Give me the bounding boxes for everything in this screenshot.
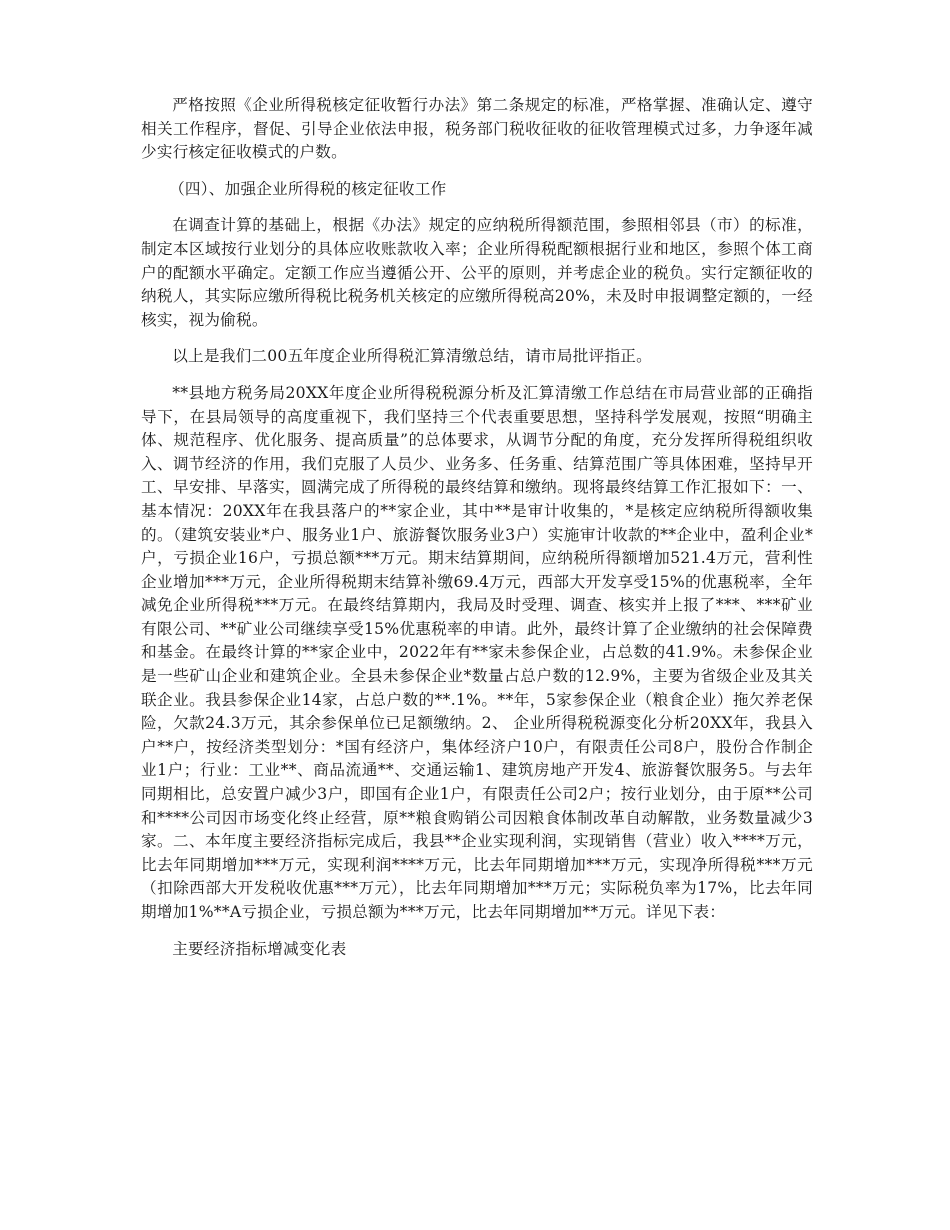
- section-heading-4: （四）、加强企业所得税的核定征收工作: [169, 179, 447, 198]
- paragraph-summary-closing: 以上是我们二00五年度企业所得税汇算清缴总结，请市局批评指正。: [172, 347, 652, 366]
- table-caption: 主要经济指标增减变化表: [172, 939, 347, 958]
- paragraph-quota-collection: 在调查计算的基础上，根据《办法》规定的应纳税所得额范围，参照相邻县（市）的标准，制定本区域按行业划分的具体应收账款收入率；企业所得税配额根据行业和地区，参照个体工商户的配额水平确定。定额工作应当遵循公开、公平的原则，并考虑企业的税负。实行定额征收的纳税人，其实际应缴所得税比税务机关核定的应缴所得税高20%，未及时申报调整定额的，一经核实，视为偷税。: [141, 216, 813, 329]
- document-page: [141, 94, 813, 961]
- paragraph-annual-report: **县地方税务局20XX年度企业所得税税源分析及汇算清缴工作总结在市局营业部的正确指导下，在县局领导的高度重视下，我们坚持三个代表重要思想，坚持科学发展观，按照“明确主体、规范程序、优化服务、提高质量”的总体要求，从调节分配的角度，充分发挥所得税组织收入、调节经济的作用，我们克服了人员少、业务多、任务重、结算范围广等具体困难，坚持早开工、早安排、早落实，圆满完成了所得税的最终结算和缴纳。现将最终结算工作汇报如下：一、基本情况：20XX年在我县落户的**家企业，其中**是审计收集的，*是核定应纳税所得额收集的。（建筑安装业*户、服务业1户、旅游餐饮服务业3户）实施审计收款的**企业中，盈利企业*户，亏损企业16户，亏损总额***万元。期末结算期间，应纳税所得额增加521.4万元，营利性企业增加***万元，企业所得税期末结算补缴69.4万元，西部大开发享受15%的优惠税率，全年减免企业所得税***万元。在最终结算期内，我局及时受理、调查、核实并上报了***、***矿业有限公司、**矿业公司继续享受15%优惠税率的申请。此外，最终计算了企业缴纳的社会保障费和基金。在最终计算的**家企业中，2022年有**家未参保企业，占总数的41.9%。未参保企业是一些矿山企业和建筑企业。全县未参保企业*数量占总户数的12.9%，主要为省级企业及其关联企业。我县参保企业14家，占总户数的**.1%。**年，5家参保企业（粮食企业）拖欠养老保险，欠款24.3万元，其余参保单位已足额缴纳。2、 企业所得税税源变化分析20XX年，我县入户**户，按经济类型划分：*国有经济户，集体经济户10户，有限责任公司8户，股份合作制企业1户；行业：工业**、商品流通**、交通运输1、建筑房地产开发4、旅游餐饮服务5。与去年同期相比，总安置户减少3户，即国有企业1户，有限责任公司2户；按行业划分，由于原**公司和****公司因市场变化终止经营，原**粮食购销公司因粮食体制改革自动解散，业务数量减少3家。二、本年度主要经济指标完成后，我县**企业实现利润，实现销售（营业）收入****万元，比去年同期增加***万元，实现利润****万元，比去年同期增加***万元，实现净所得税***万元（扣除西部大开发税收优惠***万元），比去年同期增加***万元；实际税负率为17%，比去年同期增加1%**A亏损企业，亏损总额为***万元，比去年同期增加**万元。详见下表：: [141, 383, 813, 921]
- paragraph-approval-standards: 严格按照《企业所得税核定征收暂行办法》第二条规定的标准，严格掌握、准确认定、遵守相关工作程序，督促、引导企业依法申报，税务部门税收征收的征收管理模式过多，力争逐年减少实行核定征收模式的户数。: [141, 96, 813, 162]
